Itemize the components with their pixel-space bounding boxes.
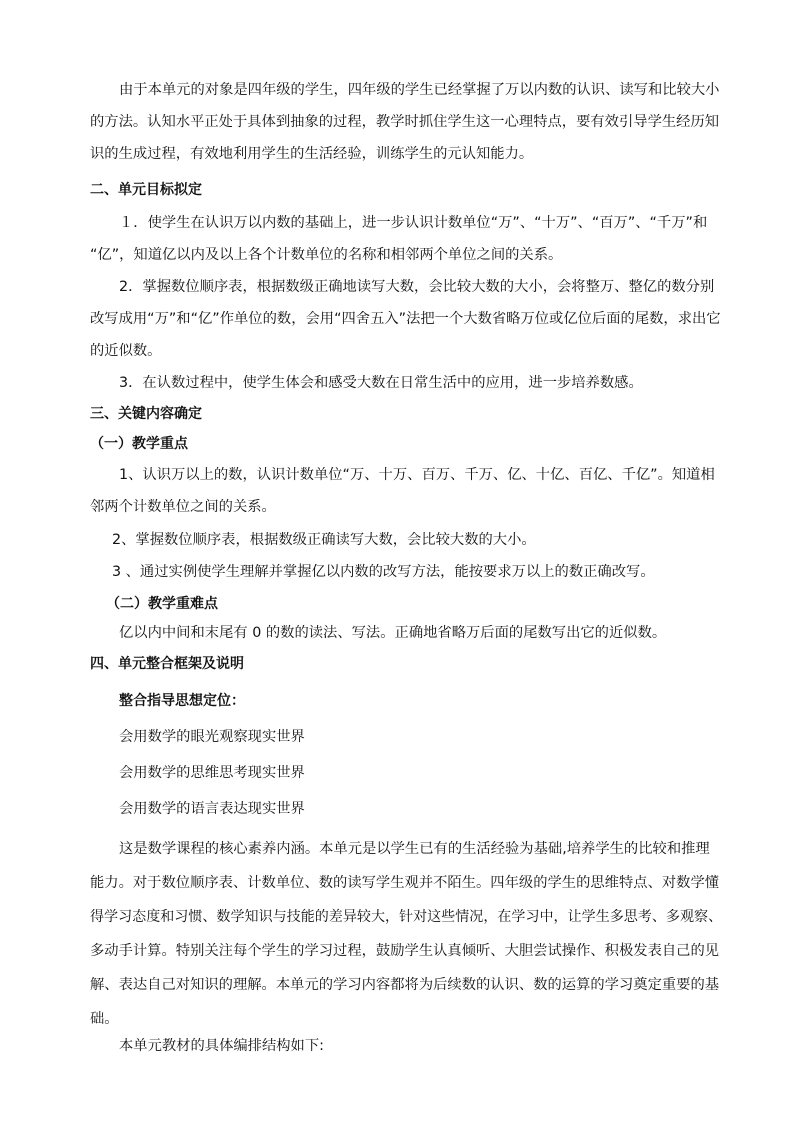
paragraph-line: 改写成用“万”和“亿”作单位的数，会用“四舍五入”法把一个大数省略万位或亿位后面的尾数，求出它 xyxy=(90,311,721,327)
paragraph-line: 3 、通过实例使学生理解并掌握亿以内数的改写方法，能按要求万以上的数正确改写。 xyxy=(112,564,655,580)
paragraph-line: 会用数学的思维思考现实世界 xyxy=(119,765,305,781)
subsection-heading: （一）教学重点 xyxy=(90,436,188,452)
paragraph-line: 这是数学课程的核心素养内涵。本单元是以学生已有的生活经验为基础,培养学生的比较和推理 xyxy=(119,841,710,857)
paragraph-line: 2．掌握数位顺序表，根据数级正确地读写大数，会比较大数的大小，会将整万、整亿的数分别 xyxy=(119,279,715,295)
paragraph-line: 解、表达自己对知识的理解。本单元的学习内容都将为后续数的认识、数的运算的学习奠定重要的基 xyxy=(90,977,720,993)
paragraph-line: 础。 xyxy=(90,1011,119,1027)
paragraph-line: 会用数学的眼光观察现实世界 xyxy=(119,729,305,745)
paragraph-line: 得学习态度和习惯、数学知识与技能的差异较大，针对这些情况，在学习中，让学生多思考、多观察、 xyxy=(90,909,723,925)
paragraph-line: 的方法。认知水平正处于具体到抽象的过程，教学时抓住学生这一心理特点，要有效引导学生经历知 xyxy=(90,114,720,130)
paragraph-line: 多动手计算。特别关注每个学生的学习过程，鼓励学生认真倾听、大胆尝试操作、积极发表自己的见 xyxy=(90,943,720,959)
paragraph-line: 能力。对于数位顺序表、计数单位、数的读写学生观并不陌生。四年级的学生的思维特点、对数学懂 xyxy=(90,875,720,891)
paragraph-line: 识的生成过程，有效地利用学生的生活经验，训练学生的元认知能力。 xyxy=(90,146,534,162)
paragraph-line: 由于本单元的对象是四年级的学生，四年级的学生已经掌握了万以内数的认识、读写和比较大小 xyxy=(119,82,720,98)
paragraph-line: 邻两个计数单位之间的关系。 xyxy=(90,499,276,515)
section-heading: 二、单元目标拟定 xyxy=(90,182,202,198)
paragraph-line: １．使学生在认识万以内数的基础上，进一步认识计数单位“万”、“十万”、“百万”、“千万”和 xyxy=(119,215,708,231)
paragraph-line: 2、掌握数位顺序表，根据数级正确读写大数，会比较大数的大小。 xyxy=(112,532,536,548)
section-heading: 三、关键内容确定 xyxy=(90,406,202,422)
paragraph-line: “亿”，知道亿以内及以上各个计数单位的名称和相邻两个单位之间的关系。 xyxy=(90,247,563,263)
paragraph-line: 的近似数。 xyxy=(90,343,162,359)
paragraph-line: 会用数学的语言表达现实世界 xyxy=(119,801,305,817)
paragraph-line: 亿以内中间和末尾有 0 的数的读法、写法。正确地省略万后面的尾数写出它的近似数。 xyxy=(119,625,667,641)
section-heading: 四、单元整合框架及说明 xyxy=(90,656,244,672)
subsection-heading: （二）教学重难点 xyxy=(106,596,218,612)
paragraph-line: 本单元教材的具体编排结构如下: xyxy=(119,1038,324,1054)
paragraph-line: 3．在认数过程中，使学生体会和感受大数在日常生活中的应用，进一步培养数感。 xyxy=(119,375,643,391)
subsection-heading: 整合指导思想定位： xyxy=(119,693,245,709)
paragraph-line: 1、认识万以上的数，认识计数单位“万、十万、百万、千万、亿、十亿、百亿、千亿”。知道相 xyxy=(119,467,715,483)
